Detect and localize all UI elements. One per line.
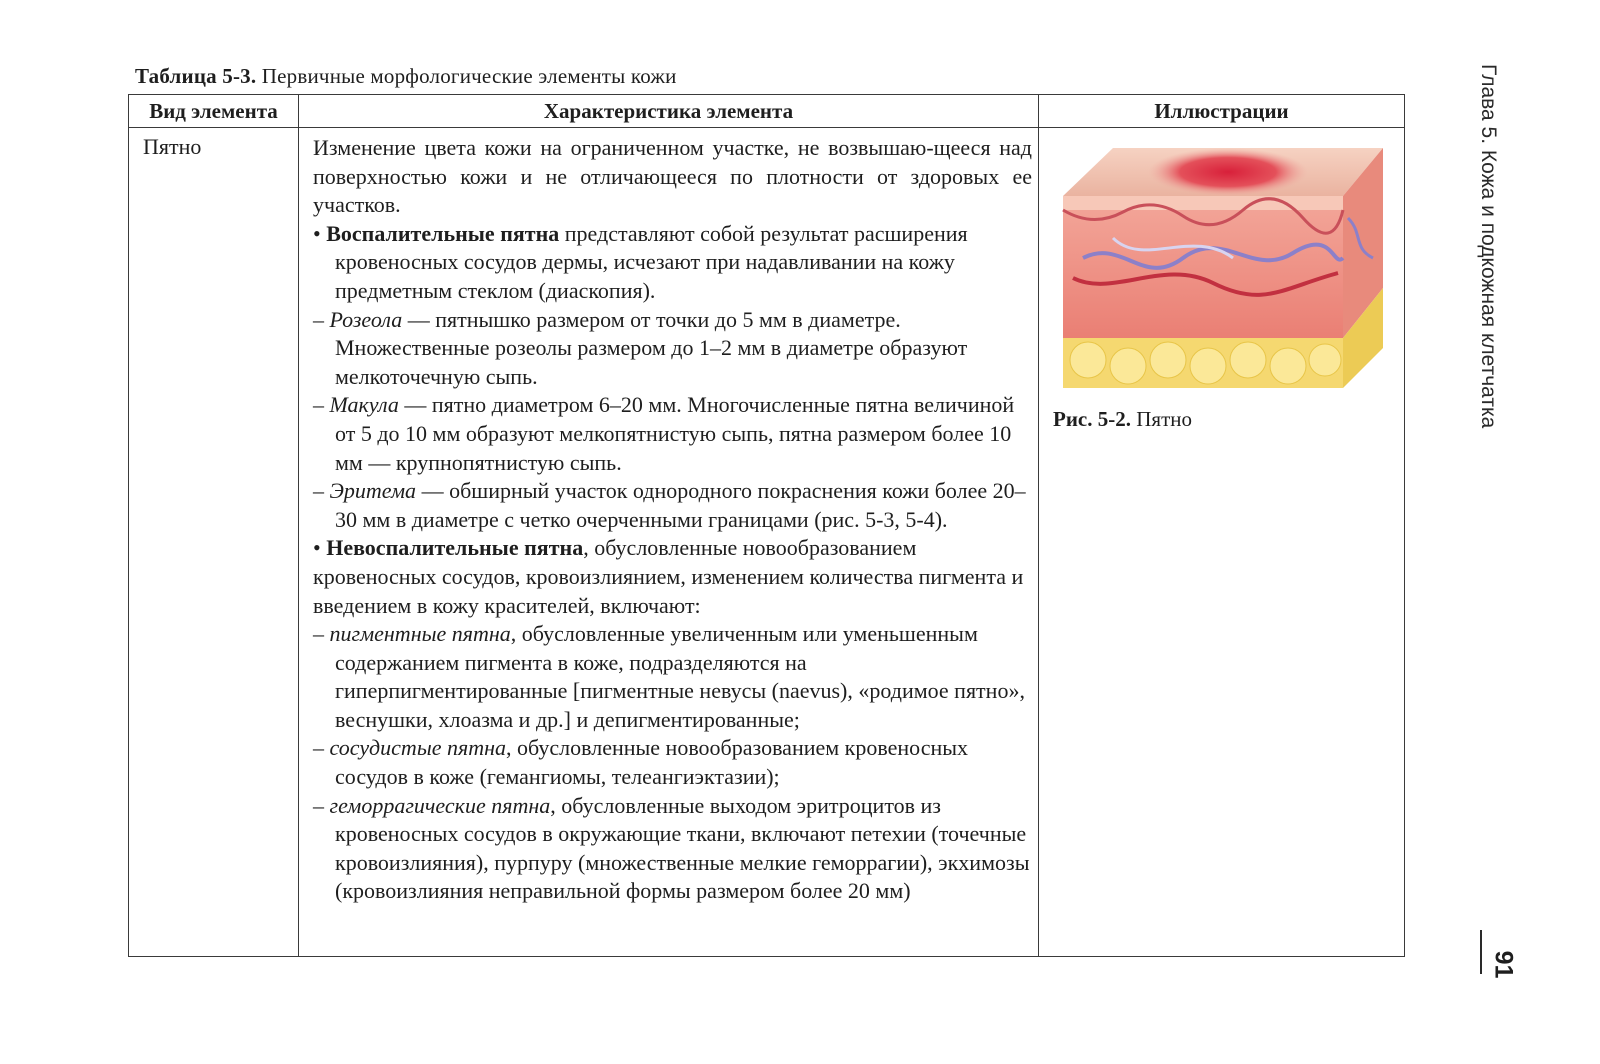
elements-table <box>128 94 1405 957</box>
erythema-term: Эритема <box>329 478 417 504</box>
intro-paragraph: Изменение цвета кожи на ограниченном участке, не возвышаю-щееся над поверхностью кожи и не отличающееся по плотности от здоровых ее участков. <box>313 135 1032 218</box>
red-spot <box>1148 148 1308 196</box>
hemorrhagic-term: геморрагические пятна <box>329 792 551 818</box>
table-row <box>129 128 1405 957</box>
hemorrhagic-text: , обусловленные выходом эритроцитов из кровеносных сосудов в окружающие ткани, включают петехии (точечные кровоизлияния), пурпуру (множественные мелкие геморрагии), экхимозы (кровоизлияния неправильной формы размером более 20 мм) <box>335 792 1030 904</box>
dash: – <box>313 306 330 332</box>
page-number-rule <box>1480 930 1482 974</box>
table-header-row <box>129 95 1405 128</box>
illustration-cell <box>1039 128 1405 957</box>
inflammatory-title: Воспалительные пятна <box>326 220 560 246</box>
header-element-characteristic: Характеристика элемента <box>299 95 1039 128</box>
table-caption-text: Первичные морфологические элементы кожи <box>256 64 677 88</box>
dash: – <box>313 621 330 647</box>
noninflammatory-text: , обусловленные новообразованием кровеносных сосудов, кровоизлиянием, изменением количества пигмента и введением в кожу красителей, включают: <box>313 535 1024 618</box>
inflammatory-text: представляют собой результат расширения кровеносных сосудов дермы, исчезают при надавливании на кожу предметным стеклом (диаскопия). <box>335 220 968 303</box>
dash: – <box>313 792 330 818</box>
bullet: • <box>313 220 327 246</box>
chapter-running-header <box>1466 64 1506 494</box>
roseola-paragraph <box>313 306 1032 392</box>
element-type-cell: Пятно <box>129 128 299 957</box>
table-caption-label: Таблица 5-3. <box>135 64 257 88</box>
characteristic-cell <box>299 128 1039 957</box>
vascular-term: сосудистые пятна <box>329 735 507 761</box>
noninflammatory-title: Невоспалительные пятна <box>326 535 584 561</box>
dash: – <box>313 392 330 418</box>
noninflammatory-paragraph <box>313 534 1032 620</box>
erythema-paragraph <box>313 477 1032 534</box>
inflammatory-paragraph <box>313 220 1032 306</box>
roseola-text: — пятнышко размером от точки до 5 мм в диаметре. Множественные розеолы размером до 1–2 мм в диаметре образуют мелкоточечную сыпь. <box>335 306 968 389</box>
figure-text: Пятно <box>1131 407 1192 431</box>
hemorrhagic-paragraph <box>313 792 1032 906</box>
erythema-text: — обширный участок однородного покраснения кожи более 20–30 мм в диаметре с четко очерченными границами (рис. 5-3, 5-4). <box>335 478 1026 532</box>
page-number: 91 <box>1489 950 1518 979</box>
macula-term: Макула <box>329 392 399 418</box>
pigment-text: , обусловленные увеличенным или уменьшенным содержанием пигмента в коже, подразделяются на гиперпигментированные [пигментные невусы (naevus), «родимое пятно», веснушки, хлоазма и др.] и депигментированные; <box>335 621 1025 732</box>
figure-label: Рис. 5-2. <box>1053 407 1131 431</box>
header-illustrations: Иллюстрации <box>1039 95 1405 128</box>
bullet: • <box>313 535 327 561</box>
table-caption <box>135 64 677 89</box>
roseola-term: Розеола <box>329 306 403 332</box>
vascular-text: , обусловленные новообразованием кровеносных сосудов в коже (гемангиомы, телеангиэктазии); <box>335 735 969 790</box>
header-element-type: Вид элемента <box>129 95 299 128</box>
macula-paragraph <box>313 391 1032 477</box>
skin-macule-illustration <box>1053 138 1383 388</box>
dash: – <box>313 735 330 761</box>
dash: – <box>313 478 330 504</box>
figure-caption <box>1053 407 1396 432</box>
chapter-title: Глава 5. Кожа и подкожная клетчатка <box>1477 64 1500 429</box>
pigment-paragraph <box>313 620 1032 734</box>
macula-text: — пятно диаметром 6–20 мм. Многочисленные пятна величиной от 5 до 10 мм образуют мелкопятнистую сыпь, пятна размером более 10 мм — крупнопятнистую сыпь. <box>335 392 1015 475</box>
pigment-term: пигментные пятна <box>329 621 511 647</box>
vascular-paragraph <box>313 734 1032 791</box>
